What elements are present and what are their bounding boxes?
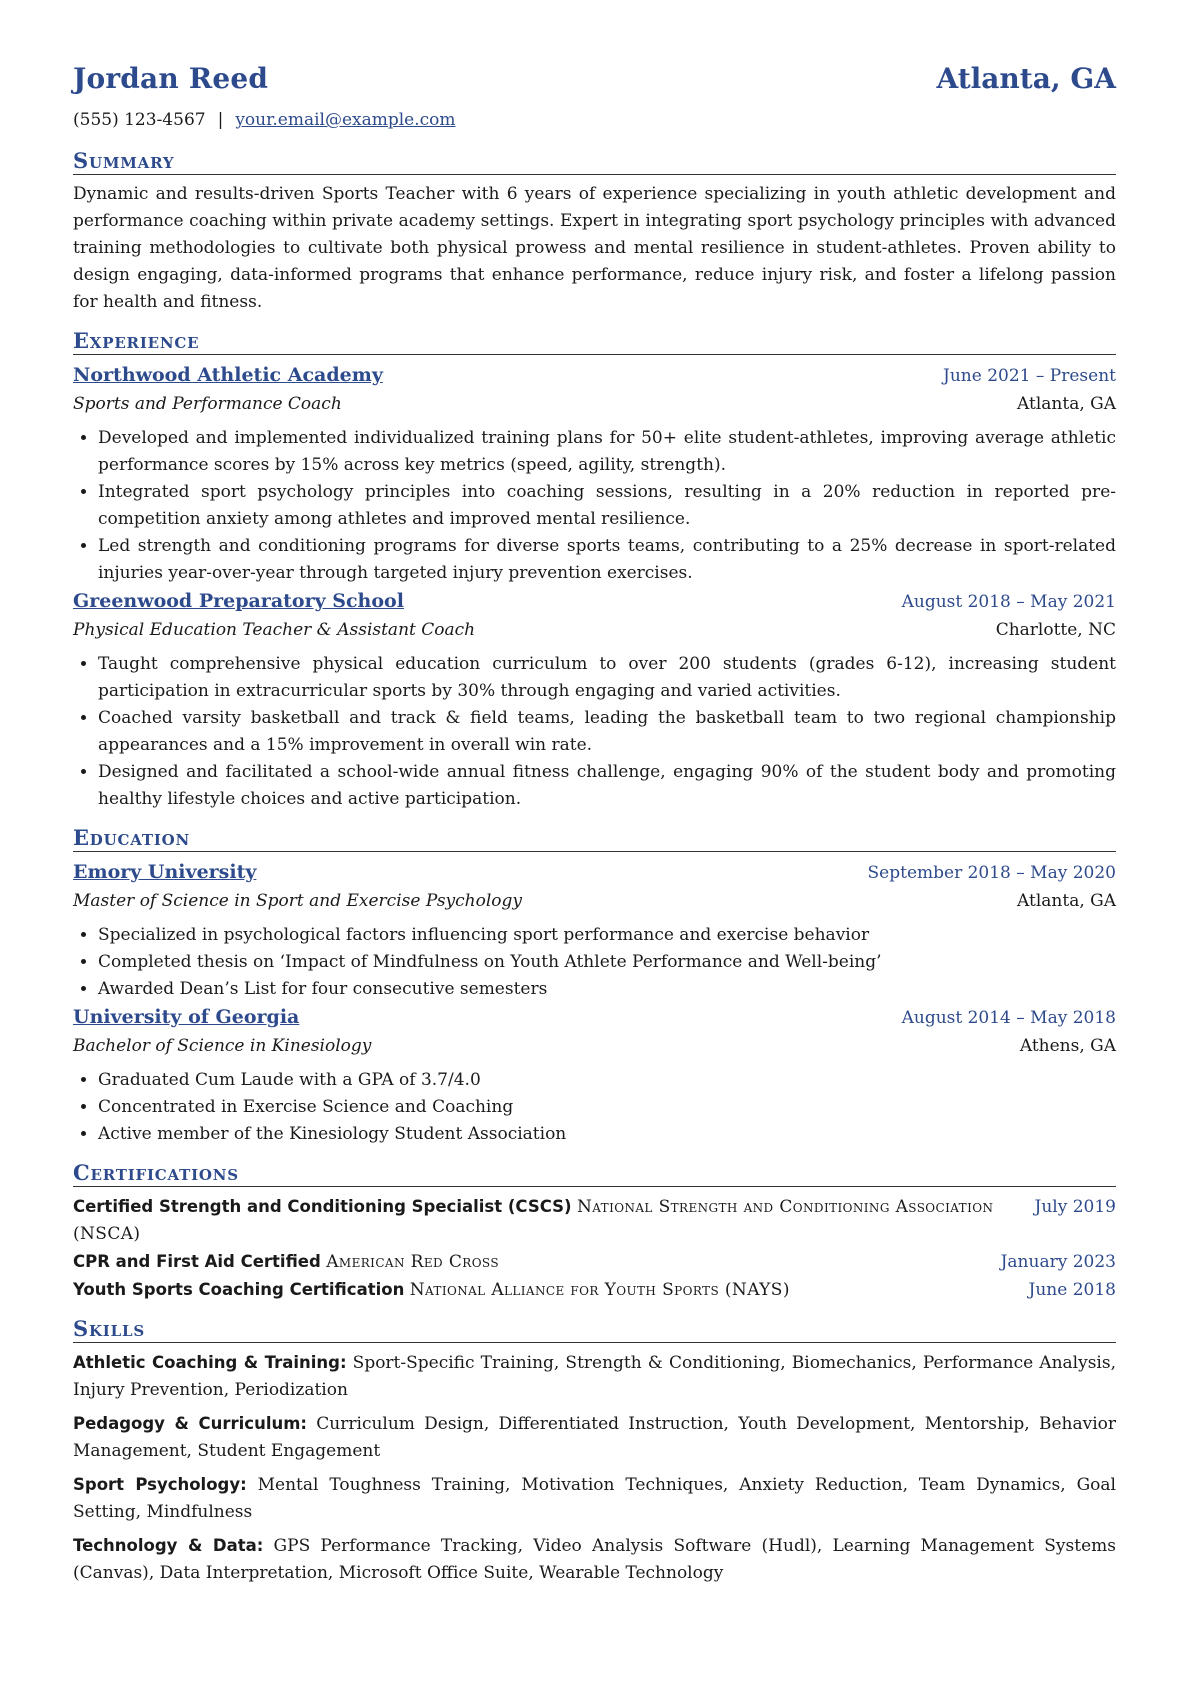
entry-location: Atlanta, GA bbox=[1017, 394, 1116, 414]
skill-text: GPS Performance Tracking, Video Analysis Software (Hudl), Learning Management Systems (Canvas), Data Interpretation, Microsoft Office Suite, Wearable Technology bbox=[73, 1536, 1116, 1583]
bullet-list bbox=[73, 1067, 1116, 1148]
entry-dates: August 2014 – May 2018 bbox=[901, 1008, 1116, 1028]
bullet-list bbox=[73, 651, 1116, 813]
phone-number: (555) 123-4567 bbox=[73, 110, 206, 130]
section-title-experience: Experience bbox=[73, 328, 1116, 355]
experience-entry bbox=[73, 361, 1116, 587]
contact-separator: | bbox=[217, 110, 224, 130]
list-item: • Completed thesis on ‘Impact of Mindfulness on Youth Athlete Performance and Well-being’ bbox=[98, 949, 1116, 976]
header bbox=[73, 62, 1116, 108]
certification-date: July 2019 bbox=[1034, 1197, 1116, 1217]
education-entry bbox=[73, 858, 1116, 1003]
list-item: • Integrated sport psychology principles into coaching sessions, resulting in a 20% reduction in reported pre-competition anxiety among athletes and improved mental resilience. bbox=[98, 479, 1116, 533]
list-item: • Designed and facilitated a school-wide annual fitness challenge, engaging 90% of the student body and promoting healthy lifestyle choices and active participation. bbox=[98, 759, 1116, 813]
skill-group bbox=[73, 1349, 1116, 1404]
bullet-list bbox=[73, 425, 1116, 587]
list-item: • Led strength and conditioning programs for diverse sports teams, contributing to a 25% decrease in sport-related injuries year-over-year through targeted injury prevention exercises. bbox=[98, 533, 1116, 587]
education-entry bbox=[73, 1003, 1116, 1148]
section-title-skills: Skills bbox=[73, 1316, 1116, 1343]
section-title-summary: Summary bbox=[73, 148, 1116, 175]
skill-label: Technology & Data: bbox=[73, 1536, 264, 1555]
entry-role: Physical Education Teacher & Assistant Coach bbox=[73, 620, 476, 640]
skill-label: Pedagogy & Curriculum: bbox=[73, 1414, 308, 1433]
list-item: • Taught comprehensive physical education curriculum to over 200 students (grades 6-12), increasing student participation in extracurricular sports by 30% through engaging and varied activities. bbox=[98, 651, 1116, 705]
certification-item bbox=[73, 1193, 1116, 1248]
list-item: • Awarded Dean’s List for four consecutive semesters bbox=[98, 976, 1116, 1003]
section-title-certifications: Certifications bbox=[73, 1160, 1116, 1187]
section-title-education: Education bbox=[73, 825, 1116, 852]
skill-group bbox=[73, 1471, 1116, 1526]
certification-org: American Red Cross bbox=[326, 1252, 499, 1272]
org-link[interactable]: Emory University bbox=[73, 861, 257, 883]
certification-item bbox=[73, 1276, 1116, 1304]
certification-name: Youth Sports Coaching Certification bbox=[73, 1280, 405, 1299]
list-item: • Coached varsity basketball and track & field teams, leading the basketball team to two regional championship appearances and a 15% improvement in overall win rate. bbox=[98, 705, 1116, 759]
certification-org: National Strength and Conditioning Association (NSCA) bbox=[73, 1197, 994, 1244]
entry-dates: September 2018 – May 2020 bbox=[867, 863, 1116, 883]
certification-item bbox=[73, 1248, 1116, 1276]
skill-text: Sport-Specific Training, Strength & Conditioning, Biomechanics, Performance Analysis, Injury Prevention, Periodization bbox=[73, 1353, 1116, 1400]
certification-name: Certified Strength and Conditioning Specialist (CSCS) bbox=[73, 1197, 572, 1216]
skill-text: Curriculum Design, Differentiated Instruction, Youth Development, Mentorship, Behavior Management, Student Engagement bbox=[73, 1414, 1116, 1461]
entry-location: Charlotte, NC bbox=[995, 620, 1116, 640]
candidate-name: Jordan Reed bbox=[73, 62, 269, 95]
bullet-list bbox=[73, 922, 1116, 1003]
experience-entry bbox=[73, 587, 1116, 813]
skill-group bbox=[73, 1532, 1116, 1587]
list-item: • Developed and implemented individualized training plans for 50+ elite student-athletes, improving average athletic performance scores by 15% across key metrics (speed, agility, strength). bbox=[98, 425, 1116, 479]
entry-dates: June 2021 – Present bbox=[943, 366, 1116, 386]
certification-date: January 2023 bbox=[1000, 1252, 1116, 1272]
org-link[interactable]: Northwood Athletic Academy bbox=[73, 364, 383, 386]
certification-name: CPR and First Aid Certified bbox=[73, 1252, 321, 1271]
list-item: • Graduated Cum Laude with a GPA of 3.7/4.0 bbox=[98, 1067, 1116, 1094]
email-link[interactable]: your.email@example.com bbox=[235, 110, 456, 130]
entry-location: Atlanta, GA bbox=[1017, 891, 1116, 911]
certification-date: June 2018 bbox=[1028, 1280, 1116, 1300]
skill-group bbox=[73, 1410, 1116, 1465]
list-item: • Active member of the Kinesiology Student Association bbox=[98, 1121, 1116, 1148]
contact-line bbox=[73, 110, 1116, 136]
skill-label: Athletic Coaching & Training: bbox=[73, 1353, 347, 1372]
summary-text: Dynamic and results-driven Sports Teacher with 6 years of experience specializing in youth athletic development and performance coaching within private academy settings. Expert in integrating sport psychology principles with advanced training methodologies to cultivate both physical prowess and mental resilience in student-athletes. Proven ability to design engaging, data-informed programs that enhance performance, reduce injury risk, and foster a lifelong passion for health and fitness. bbox=[73, 184, 1116, 312]
list-item: • Specialized in psychological factors influencing sport performance and exercise behavior bbox=[98, 922, 1116, 949]
org-link[interactable]: University of Georgia bbox=[73, 1006, 300, 1028]
list-item: • Concentrated in Exercise Science and Coaching bbox=[98, 1094, 1116, 1121]
entry-role: Bachelor of Science in Kinesiology bbox=[73, 1036, 372, 1056]
skill-text: Mental Toughness Training, Motivation Techniques, Anxiety Reduction, Team Dynamics, Goal Setting, Mindfulness bbox=[73, 1475, 1116, 1522]
candidate-location: Atlanta, GA bbox=[936, 62, 1116, 95]
entry-role: Sports and Performance Coach bbox=[73, 394, 342, 414]
certification-org: National Alliance for Youth Sports (NAYS) bbox=[409, 1280, 790, 1300]
org-link[interactable]: Greenwood Preparatory School bbox=[73, 590, 404, 612]
entry-role: Master of Science in Sport and Exercise Psychology bbox=[73, 891, 523, 911]
entry-dates: August 2018 – May 2021 bbox=[901, 592, 1116, 612]
skill-label: Sport Psychology: bbox=[73, 1475, 247, 1494]
entry-location: Athens, GA bbox=[1019, 1036, 1116, 1056]
